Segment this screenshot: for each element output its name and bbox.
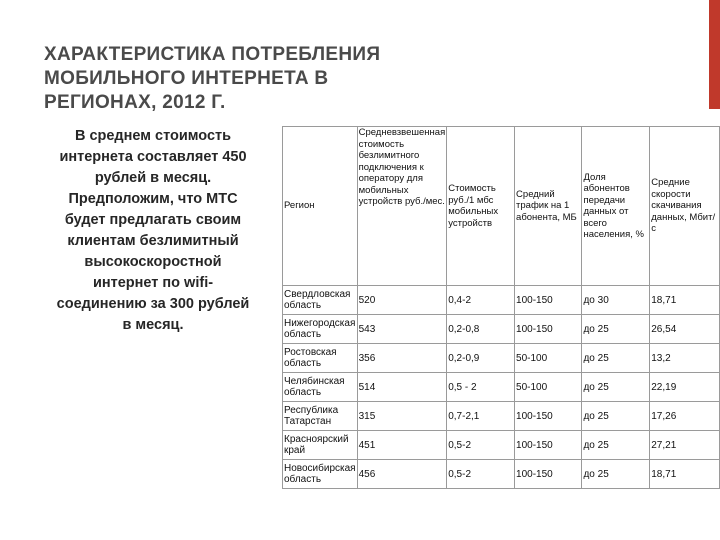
- body-line: будет предлагать своим: [64, 212, 242, 228]
- cell-price-per-mb: 0,5-2: [447, 460, 515, 489]
- cell-avg-price: 514: [357, 373, 447, 402]
- header-subscriber-share: Доля абонентов передачи данных от всего населения, %: [582, 127, 650, 286]
- body-line: клиентам безлимитный: [67, 233, 239, 249]
- accent-bar: [709, 0, 720, 109]
- cell-price-per-mb: 0,4-2: [447, 286, 515, 315]
- table-header-row: [283, 127, 720, 286]
- cell-subscriber-share: до 25: [582, 431, 650, 460]
- title-line: МОБИЛЬНОГО ИНТЕРНЕТА В: [44, 68, 329, 89]
- table-row: [283, 286, 720, 315]
- cell-avg-traffic: 100-150: [515, 460, 582, 489]
- cell-region: Челябинская область: [283, 373, 358, 402]
- cell-download-speed: 18,71: [650, 286, 720, 315]
- body-line: Предположим, что МТС: [68, 191, 238, 207]
- body-line: В среднем стоимость: [74, 128, 232, 144]
- cell-download-speed: 13,2: [650, 344, 720, 373]
- table-row: [283, 344, 720, 373]
- table-row: [283, 431, 720, 460]
- header-price-per-mb: Стоимость руб./1 мбс мобильных устройств: [447, 127, 515, 286]
- cell-subscriber-share: до 25: [582, 373, 650, 402]
- cell-avg-price: 315: [357, 402, 447, 431]
- body-line: рублей в месяц.: [94, 170, 212, 186]
- cell-download-speed: 17,26: [650, 402, 720, 431]
- cell-subscriber-share: до 25: [582, 344, 650, 373]
- cell-subscriber-share: до 25: [582, 315, 650, 344]
- slide-body-text: [38, 126, 268, 336]
- body-line: в месяц.: [122, 317, 184, 333]
- cell-subscriber-share: до 25: [582, 460, 650, 489]
- cell-price-per-mb: 0,7-2,1: [447, 402, 515, 431]
- title-line: РЕГИОНАХ, 2012 Г.: [44, 92, 226, 113]
- cell-region: Свердловская область: [283, 286, 358, 315]
- slide-title: [44, 43, 464, 115]
- cell-avg-traffic: 50-100: [515, 344, 582, 373]
- cell-price-per-mb: 0,5 - 2: [447, 373, 515, 402]
- header-region: Регион: [283, 127, 358, 286]
- cell-avg-traffic: 50-100: [515, 373, 582, 402]
- cell-download-speed: 26,54: [650, 315, 720, 344]
- body-line: соединению за 300 рублей: [56, 296, 250, 312]
- body-line: интернета составляет 450: [59, 149, 247, 165]
- cell-price-per-mb: 0,2-0,8: [447, 315, 515, 344]
- cell-avg-traffic: 100-150: [515, 315, 582, 344]
- title-line: ХАРАКТЕРИСТИКА ПОТРЕБЛЕНИЯ: [44, 44, 381, 65]
- cell-region: Нижегородская область: [283, 315, 358, 344]
- cell-region: Республика Татарстан: [283, 402, 358, 431]
- body-line: высокоскоростной: [84, 254, 222, 270]
- table-row: [283, 315, 720, 344]
- cell-avg-traffic: 100-150: [515, 286, 582, 315]
- header-avg-traffic: Средний трафик на 1 абонента, МБ: [515, 127, 582, 286]
- header-avg-price: Средневзвешенная стоимость безлимитного подключения к оператору для мобильных устройств руб./мес.: [357, 127, 447, 286]
- body-line: интернет по wifi-: [92, 275, 214, 291]
- cell-region: Ростовская область: [283, 344, 358, 373]
- cell-avg-traffic: 100-150: [515, 402, 582, 431]
- table-row: [283, 373, 720, 402]
- cell-download-speed: 18,71: [650, 460, 720, 489]
- cell-subscriber-share: до 25: [582, 402, 650, 431]
- cell-download-speed: 22,19: [650, 373, 720, 402]
- cell-region: Новосибирская область: [283, 460, 358, 489]
- cell-avg-price: 451: [357, 431, 447, 460]
- cell-price-per-mb: 0,5-2: [447, 431, 515, 460]
- cell-download-speed: 27,21: [650, 431, 720, 460]
- table-row: [283, 460, 720, 489]
- cell-avg-price: 520: [357, 286, 447, 315]
- table-row: [283, 402, 720, 431]
- cell-price-per-mb: 0,2-0,9: [447, 344, 515, 373]
- table-body: [283, 286, 720, 489]
- cell-avg-price: 356: [357, 344, 447, 373]
- cell-subscriber-share: до 30: [582, 286, 650, 315]
- regions-table: [282, 126, 720, 489]
- cell-region: Красноярский край: [283, 431, 358, 460]
- cell-avg-price: 456: [357, 460, 447, 489]
- cell-avg-traffic: 100-150: [515, 431, 582, 460]
- cell-avg-price: 543: [357, 315, 447, 344]
- header-download-speed: Средние скорости скачивания данных, Мбит/с: [650, 127, 720, 286]
